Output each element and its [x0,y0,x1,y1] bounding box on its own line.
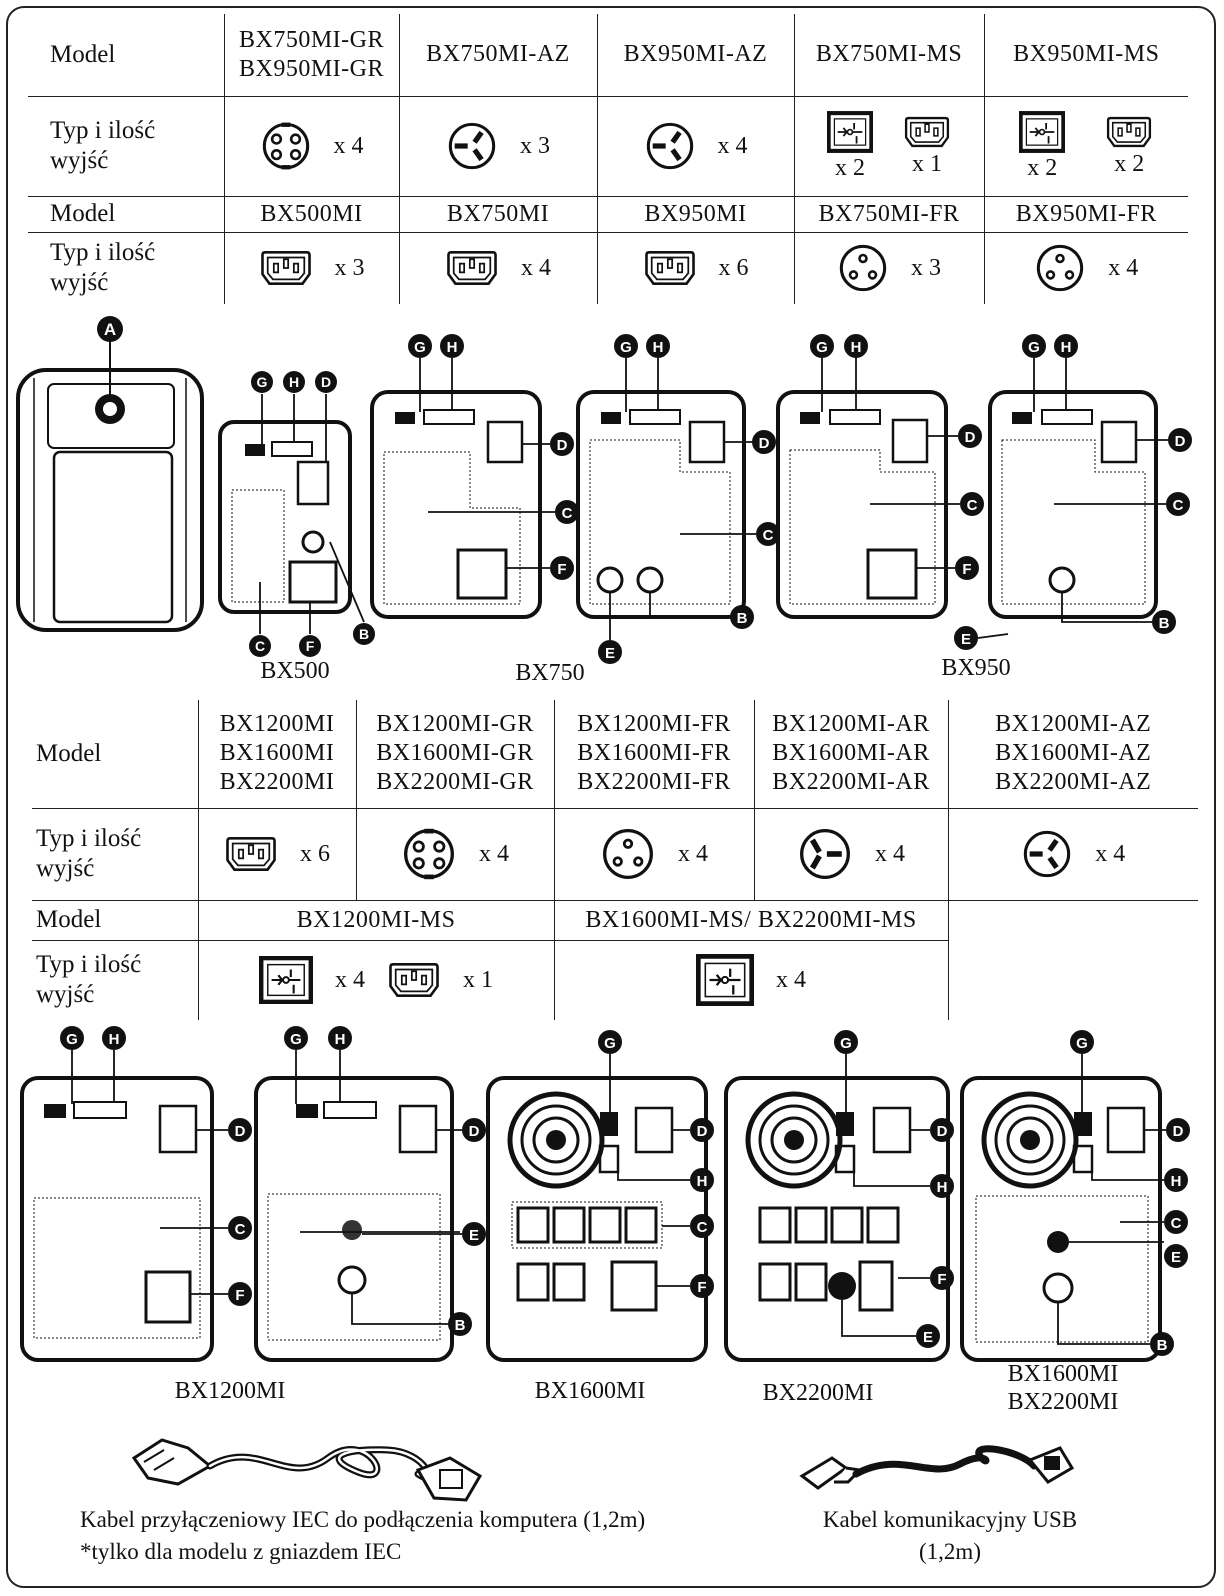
marker-D [228,1118,252,1142]
rear-panel-bx1600mi [488,1078,706,1360]
model-label: Model [28,196,224,232]
marker-D [1168,428,1192,452]
marker-D [550,432,574,456]
model-name: BX750MI-GR [238,26,384,53]
caption-bx1600mi-bx2200mi: BX1600MI BX2200MI [1007,1361,1119,1415]
outlet-cell [224,232,399,304]
outlet-cell [984,232,1188,304]
outlets-label: Typ i ilość wyjść [28,96,224,196]
caption-bx1200mi: BX1200MI [174,1378,286,1404]
marker-E [916,1324,940,1348]
marker-D [958,424,982,448]
caption-bx950: BX950 [941,655,1011,681]
model-name: BX750MI [399,196,597,232]
svg-text:H: H [850,339,862,356]
iec-socket-icon [387,961,441,999]
marker-D [1166,1118,1190,1142]
outlet-count: x 4 [1108,254,1139,281]
svg-text:B: B [736,610,748,627]
marker-H [930,1174,954,1198]
marker-B [1150,1332,1174,1356]
model-label: Model [32,900,198,940]
iec-socket-icon [643,249,697,287]
marker-H [646,334,670,358]
outlet-count: x 3 [334,254,365,281]
svg-text:C: C [1172,497,1184,514]
outlet-count: x 4 [717,132,748,159]
svg-text:D: D [468,1123,480,1140]
svg-text:D: D [1174,433,1186,450]
marker-G [598,1030,622,1054]
model-label: Model [32,700,198,808]
svg-text:H: H [108,1031,120,1048]
outlet-count: x 2 [1114,150,1145,177]
svg-text:E: E [1170,1249,1182,1266]
svg-text:C: C [1170,1215,1182,1232]
outlet-count: x 6 [718,254,749,281]
svg-text:H: H [334,1031,346,1048]
svg-text:D: D [936,1123,948,1140]
rear-panel-bx750-a [372,392,540,617]
outlet-cell [948,808,1198,900]
marker-B [730,605,754,629]
outlet-count: x 4 [479,840,509,867]
outlet-cell [198,940,554,1020]
rear-panel-bx2200mi [726,1078,948,1360]
marker-H [1164,1168,1188,1192]
svg-text:G: G [620,339,632,356]
marker-C [756,522,780,546]
rear-panel-bx1600mi-bx2200mi [962,1078,1160,1360]
marker-B [1152,610,1176,634]
universal-socket-icon [827,111,873,153]
svg-text:C: C [254,638,266,654]
outlets-label: Typ i ilość wyjść [32,808,198,900]
marker-G [834,1030,858,1054]
marker-H [102,1026,126,1050]
rear-panels-diagram-2 [0,1022,1224,1372]
model-cell: BX1200MI-AR BX1600MI-AR BX2200MI-AR [754,700,948,808]
outlet-cell [984,96,1188,196]
model-cell: BX1200MI-GR BX1600MI-GR BX2200MI-GR [356,700,554,808]
outlets-table-1 [28,14,1188,304]
marker-H [440,334,464,358]
svg-text:D: D [234,1123,246,1140]
svg-text:H: H [1060,339,1072,356]
marker-G [614,334,638,358]
model-cell: BX1200MI BX1600MI BX2200MI [198,700,356,808]
svg-text:E: E [922,1329,934,1346]
marker-H [283,371,305,393]
outlet-cell [794,96,984,196]
marker-F [955,556,979,580]
svg-text:G: G [290,1031,302,1048]
svg-text:G: G [1076,1035,1088,1052]
marker-D [462,1118,486,1142]
iec-socket-icon [1105,115,1153,149]
outlet-cell [554,940,948,1020]
marker-F [228,1282,252,1306]
marker-F [690,1274,714,1298]
outlet-count: x 3 [911,254,941,281]
marker-D [690,1118,714,1142]
model-name: BX950MI-AZ [597,14,794,96]
marker-H [844,334,868,358]
iec-power-cable-illustration [118,1418,498,1508]
model-name: BX1600MI-MS/ BX2200MI-MS [554,900,948,940]
svg-text:C: C [966,497,978,514]
svg-text:F: F [557,561,567,578]
model-name: BX950MI [597,196,794,232]
fr-socket-icon [1034,242,1086,294]
marker-E [1164,1244,1188,1268]
model-cell: BX1200MI-FR BX1600MI-FR BX2200MI-FR [554,700,754,808]
universal-socket-icon [1019,111,1065,153]
svg-text:B: B [1156,1337,1168,1354]
marker-E [462,1222,486,1246]
rear-panel-bx750-b [578,392,744,617]
marker-G [810,334,834,358]
iec-socket-icon [903,115,951,149]
marker-D [930,1118,954,1142]
marker-H [1054,334,1078,358]
model-name: BX950MI-FR [984,196,1188,232]
svg-text:G: G [604,1035,616,1052]
front-view-ups [18,370,202,630]
svg-text:B: B [1158,615,1170,632]
svg-text:G: G [840,1035,852,1052]
outlet-count: x 4 [521,254,551,281]
model-cell: BX1200MI-AZ BX1600MI-AZ BX2200MI-AZ [948,700,1198,808]
marker-E [954,626,978,650]
outlet-cell [224,96,399,196]
marker-H [328,1026,352,1050]
outlet-count: x 4 [335,966,365,993]
marker-D [315,371,337,393]
svg-text:G: G [816,339,828,356]
svg-text:C: C [234,1221,246,1238]
outlet-cell [399,96,597,196]
svg-text:H: H [288,374,300,390]
rear-panel-bx500 [220,422,350,612]
caption-bx1600mi: BX1600MI [534,1378,646,1404]
svg-text:G: G [66,1031,78,1048]
svg-text:H: H [652,339,664,356]
svg-text:H: H [696,1173,708,1190]
au-socket-icon [446,120,498,172]
outlet-cell [399,232,597,304]
marker-H [690,1168,714,1192]
outlets-label: Typ i ilość wyjść [32,940,198,1020]
au-socket-icon [644,120,696,172]
marker-G [284,1026,308,1050]
outlet-cell [794,232,984,304]
usb-cable-caption: Kabel komunikacyjny USB (1,2m) [822,1507,1078,1564]
svg-text:A: A [103,320,117,339]
model-name: BX500MI [224,196,399,232]
outlet-count: x 4 [678,840,708,867]
marker-G [408,334,432,358]
model-name: BX750MI-AZ [399,14,597,96]
svg-text:D: D [1172,1123,1184,1140]
outlet-count: x 2 [835,154,865,181]
marker-B [448,1312,472,1336]
model-label: Model [28,14,224,96]
schuko-socket-icon [260,120,312,172]
model-cell [224,14,399,96]
outlets-label: Typ i ilość wyjść [28,232,224,304]
svg-text:F: F [235,1287,245,1304]
svg-text:B: B [454,1317,466,1334]
outlet-count: x 3 [520,132,550,159]
svg-text:C: C [762,527,774,544]
schuko-socket-icon [401,826,457,882]
svg-text:F: F [697,1279,707,1296]
svg-text:C: C [561,505,573,522]
outlet-cell [597,232,794,304]
caption-bx750: BX750 [515,660,585,686]
svg-text:C: C [696,1219,708,1236]
model-name: BX1200MI-MS [198,900,554,940]
marker-F [550,556,574,580]
svg-text:D: D [758,435,770,452]
iec-cable-caption: Kabel przyłączeniowy IEC do podłączenia komputera (1,2m) *tylko dla modelu z gniazdem IEC [80,1504,645,1568]
outlet-cell [356,808,554,900]
rear-panel-bx1200mi-b [256,1078,452,1360]
marker-C [249,635,271,657]
model-name: BX950MI-MS [984,14,1188,96]
outlet-count: x 4 [875,840,905,867]
model-name: BX950MI-GR [238,55,384,82]
svg-text:G: G [1028,339,1040,356]
marker-G [251,371,273,393]
svg-text:D: D [964,429,976,446]
svg-text:H: H [1170,1173,1182,1190]
svg-text:H: H [446,339,458,356]
marker-B [353,623,375,645]
marker-G [60,1026,84,1050]
outlet-count: x 1 [463,966,493,993]
svg-text:F: F [962,561,972,578]
marker-C [228,1216,252,1240]
svg-text:D: D [556,437,568,454]
marker-F [930,1266,954,1290]
ar-socket-icon [797,826,853,882]
marker-C [960,492,984,516]
universal-socket-icon [696,954,754,1006]
svg-text:H: H [936,1179,948,1196]
iec-cable-note: *tylko dla modelu z gniazdem IEC [80,1539,402,1564]
outlet-cell [554,808,754,900]
caption-bx2200mi: BX2200MI [762,1380,874,1406]
svg-text:E: E [604,645,616,662]
svg-text:F: F [937,1271,947,1288]
rear-panels-diagram-1 [0,312,1224,692]
model-name: BX750MI-FR [794,196,984,232]
marker-C [1166,492,1190,516]
outlet-cell [754,808,948,900]
svg-text:D: D [696,1123,708,1140]
model-name: BX750MI-MS [794,14,984,96]
iec-socket-icon [259,249,313,287]
outlet-count: x 4 [776,966,806,993]
marker-C [555,500,579,524]
universal-socket-icon [259,956,313,1004]
rear-panel-bx1200mi-a [22,1078,212,1360]
marker-G [1070,1030,1094,1054]
svg-text:F: F [305,638,315,654]
outlet-count: x 4 [333,132,364,159]
marker-G [1022,334,1046,358]
au-socket-icon [1021,828,1073,880]
iec-socket-icon [224,835,278,873]
usb-cable-illustration [790,1430,1080,1510]
outlets-table-2 [32,700,1198,1020]
iec-socket-icon [445,249,499,287]
svg-text:G: G [414,339,426,356]
outlet-count: x 2 [1027,154,1058,181]
outlet-cell [597,96,794,196]
marker-C [690,1214,714,1238]
svg-text:B: B [358,626,370,642]
fr-socket-icon [837,242,889,294]
outlet-count: x 1 [912,150,942,177]
marker-D [752,430,776,454]
svg-text:E: E [468,1227,480,1244]
outlet-count: x 4 [1095,840,1126,867]
caption-bx500: BX500 [260,658,330,684]
outlet-cell [198,808,356,900]
marker-C [1164,1210,1188,1234]
svg-text:G: G [256,374,268,390]
marker-F [299,635,321,657]
svg-text:E: E [960,631,972,648]
fr-socket-icon [600,826,656,882]
outlet-count: x 6 [300,840,330,867]
svg-text:D: D [320,374,332,390]
